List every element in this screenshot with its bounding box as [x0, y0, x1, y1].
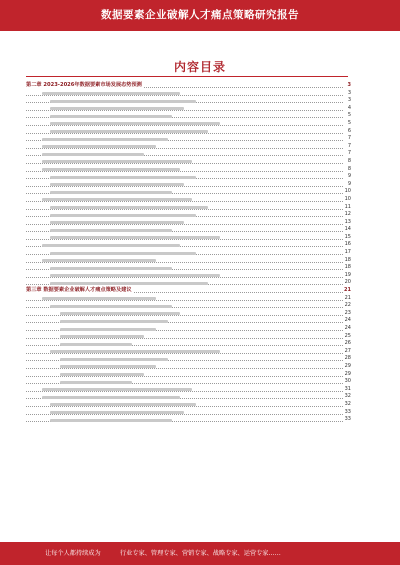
toc-entry-title-illegible — [42, 160, 192, 163]
toc-entry-page: 3 — [343, 97, 351, 105]
toc-entry[interactable] — [26, 416, 351, 424]
toc-entry-page: 27 — [344, 347, 351, 354]
toc-entry[interactable] — [26, 150, 351, 158]
toc-entry-title-illegible — [42, 168, 180, 171]
toc-entry[interactable] — [26, 241, 351, 249]
toc-entry-title-illegible — [50, 274, 220, 277]
toc-entry[interactable] — [26, 348, 351, 356]
toc-entry-page: 10 — [344, 188, 351, 195]
toc-entry[interactable] — [26, 135, 351, 143]
toc-entry[interactable] — [26, 181, 351, 189]
toc-entry-title-illegible — [42, 138, 168, 141]
toc-entry[interactable] — [26, 333, 351, 341]
report-title: 数据要素企业破解人才痛点策略研究报告 — [101, 9, 299, 21]
toc-entry-page: 24 — [344, 317, 351, 324]
toc-entry-title-illegible — [60, 320, 168, 323]
toc-entry-page: 15 — [344, 233, 351, 240]
toc-leader-dots — [26, 406, 343, 407]
toc-entry[interactable] — [26, 325, 351, 333]
toc-entry[interactable] — [26, 393, 351, 401]
toc-entry-title: 第二章 2023-2026年数据要素市场发展态势预测 — [26, 82, 142, 88]
toc-entry-title-illegible — [50, 183, 184, 186]
report-footer — [0, 542, 400, 565]
toc-entry-page: 26 — [344, 340, 351, 347]
toc-entry-page: 32 — [344, 393, 351, 400]
toc-entry[interactable] — [26, 317, 351, 325]
toc-entry-page: 11 — [344, 203, 351, 210]
toc-entry[interactable] — [26, 401, 351, 409]
toc-entry[interactable] — [26, 295, 351, 303]
toc-entry[interactable] — [26, 188, 351, 196]
toc-entry-page: 18 — [344, 264, 351, 271]
toc-entry-page: 29 — [344, 362, 351, 369]
toc-entry[interactable] — [26, 211, 351, 219]
toc-entry-title-illegible — [50, 305, 172, 308]
toc-entry-title-illegible — [50, 403, 196, 406]
toc-entry-title-illegible — [60, 373, 144, 376]
toc-entry[interactable] — [26, 234, 351, 242]
toc-chapter-entry[interactable] — [26, 82, 351, 90]
toc-leader-dots — [26, 201, 343, 202]
toc-entry[interactable] — [26, 112, 351, 120]
toc-entry-title-illegible — [60, 312, 180, 315]
toc-entry[interactable] — [26, 386, 351, 394]
toc-entry[interactable] — [26, 158, 351, 166]
table-of-contents — [26, 82, 351, 424]
toc-entry-page: 25 — [344, 332, 351, 339]
toc-entry-page: 7 — [343, 135, 351, 143]
toc-entry-page: 8 — [343, 166, 351, 174]
toc-entry-page: 5 — [343, 120, 351, 128]
toc-entry-title-illegible — [50, 115, 172, 118]
toc-entry[interactable] — [26, 409, 351, 417]
toc-entry-title-illegible — [42, 259, 156, 262]
toc-entry-page: 6 — [343, 128, 351, 136]
toc-entry[interactable] — [26, 120, 351, 128]
toc-entry-page: 23 — [344, 309, 351, 316]
toc-entry[interactable] — [26, 363, 351, 371]
toc-entry-page: 10 — [344, 195, 351, 202]
toc-entry-title-illegible — [50, 206, 208, 209]
toc-entry-page: 14 — [344, 226, 351, 233]
toc-chapter-entry[interactable] — [26, 287, 351, 295]
toc-entry[interactable] — [26, 90, 351, 98]
toc-entry-page: 30 — [344, 378, 351, 385]
toc-entry-title-illegible — [50, 419, 172, 422]
toc-entry-page: 28 — [344, 355, 351, 362]
toc-entry-title-illegible — [50, 191, 172, 194]
toc-entry-title-illegible — [50, 107, 184, 110]
toc-leader-dots — [26, 125, 343, 126]
toc-entry-page: 7 — [343, 143, 351, 151]
report-header — [0, 0, 400, 31]
toc-entry-title-illegible — [60, 381, 132, 384]
toc-entry[interactable] — [26, 204, 351, 212]
toc-entry-page: 32 — [344, 400, 351, 407]
toc-entry[interactable] — [26, 219, 351, 227]
toc-entry-title-illegible — [50, 267, 172, 270]
toc-entry-title-illegible — [60, 335, 144, 338]
toc-entry-title-illegible — [50, 411, 184, 414]
toc-entry-title-illegible — [50, 236, 220, 239]
toc-entry-title-illegible — [50, 350, 220, 353]
toc-entry-title-illegible — [42, 145, 156, 148]
toc-entry-page: 9 — [343, 181, 351, 189]
toc-entry-page: 13 — [344, 218, 351, 225]
toc-entry-page: 17 — [344, 249, 351, 256]
toc-entry-title-illegible — [50, 176, 196, 179]
toc-entry-page: 4 — [343, 105, 351, 113]
footer-slogan-right: 行业专家、管理专家、营销专家、战略专家、运营专家…… — [120, 550, 281, 557]
toc-entry[interactable] — [26, 371, 351, 379]
toc-entry[interactable] — [26, 310, 351, 318]
toc-entry[interactable] — [26, 143, 351, 151]
toc-entry-page: 20 — [344, 279, 351, 286]
toc-entry-page: 29 — [344, 370, 351, 377]
toc-entry-title: 第三章 数据要素企业破解人才痛点策略及建议 — [26, 287, 132, 294]
toc-entry[interactable] — [26, 378, 351, 386]
toc-entry-title-illegible — [60, 343, 132, 346]
toc-entry-page: 16 — [344, 241, 351, 248]
toc-entry-page: 33 — [344, 408, 351, 415]
toc-entry-title-illegible — [42, 244, 180, 247]
toc-entry-title-illegible — [42, 92, 180, 95]
toc-entry[interactable] — [26, 302, 351, 310]
toc-entry-title-illegible — [42, 153, 144, 156]
toc-entry-page: 12 — [344, 211, 351, 218]
toc-entry-title-illegible — [42, 198, 192, 201]
toc-entry-page: 19 — [344, 271, 351, 278]
toc-entry-title-illegible — [60, 358, 168, 361]
toc-entry-title-illegible — [50, 282, 208, 285]
toc-entry[interactable] — [26, 272, 351, 280]
toc-entry-page: 22 — [344, 302, 351, 309]
toc-entry-title-illegible — [50, 100, 196, 103]
toc-entry[interactable] — [26, 226, 351, 234]
toc-entry-title-illegible — [42, 297, 156, 300]
footer-slogan-left: 让每个人都持续成为 — [45, 550, 101, 557]
toc-entry-page: 7 — [343, 150, 351, 158]
toc-heading: 内容目录 — [173, 60, 226, 74]
toc-entry-page: 18 — [344, 256, 351, 263]
toc-entry[interactable] — [26, 105, 351, 113]
toc-entry-title-illegible — [42, 388, 192, 391]
toc-leader-dots — [26, 239, 343, 240]
toc-entry[interactable] — [26, 279, 351, 287]
toc-entry[interactable] — [26, 166, 351, 174]
toc-leader-dots — [26, 163, 343, 164]
toc-entry-page: 33 — [344, 416, 351, 423]
toc-entry-title-illegible — [50, 130, 208, 133]
toc-entry[interactable] — [26, 249, 351, 257]
toc-entry[interactable] — [26, 340, 351, 348]
toc-entry-page: 3 — [343, 90, 351, 98]
toc-entry-title-illegible — [50, 229, 172, 232]
toc-entry-page: 24 — [344, 325, 351, 331]
toc-entry[interactable] — [26, 196, 351, 204]
toc-entry-page: 9 — [343, 173, 351, 181]
toc-entry-title-illegible — [50, 214, 196, 217]
toc-entry[interactable] — [26, 97, 351, 105]
toc-leader-dots — [26, 368, 343, 369]
toc-entry-page: 21 — [344, 287, 351, 294]
toc-entry-title-illegible — [60, 328, 156, 331]
toc-entry[interactable] — [26, 257, 351, 265]
toc-entry-page: 3 — [343, 82, 351, 90]
toc-entry-title-illegible — [42, 396, 180, 399]
toc-heading-divider — [26, 76, 348, 77]
toc-entry[interactable] — [26, 355, 351, 363]
toc-entry[interactable] — [26, 264, 351, 272]
toc-entry-title-illegible — [50, 252, 196, 255]
toc-entry-page: 5 — [343, 112, 351, 120]
toc-entry-page: 21 — [344, 294, 351, 301]
toc-entry[interactable] — [26, 173, 351, 181]
toc-entry-title-illegible — [50, 221, 184, 224]
toc-entry-page: 8 — [343, 158, 351, 166]
toc-entry[interactable] — [26, 128, 351, 136]
toc-entry-page: 31 — [344, 385, 351, 392]
